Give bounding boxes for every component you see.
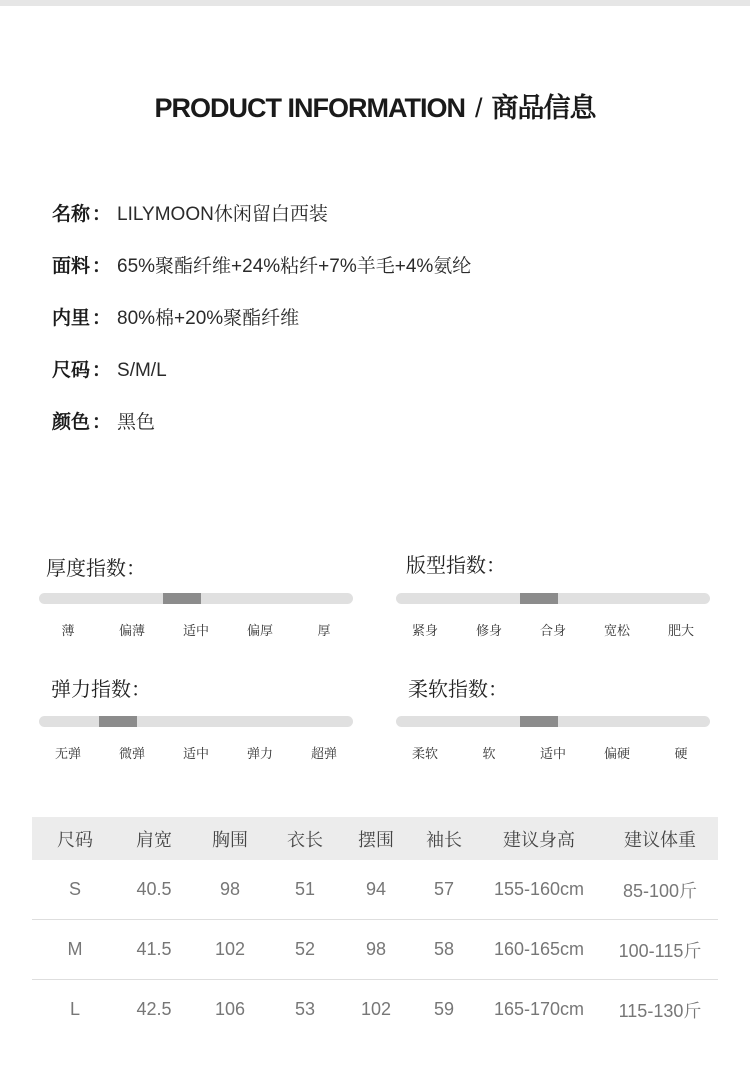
- info-value: LILYMOON休闲留白西装: [117, 204, 328, 225]
- elasticity-index-track: [39, 716, 353, 727]
- thickness-index-title: 厚度指数：: [46, 558, 146, 580]
- table-cell: S: [32, 860, 118, 920]
- index-option: 无弹: [54, 746, 81, 761]
- index-option: 偏薄: [118, 623, 145, 638]
- info-colon: ：: [92, 256, 112, 277]
- elasticity-index-title: 弹力指数：: [51, 679, 151, 701]
- table-cell: 58: [412, 920, 476, 980]
- fit-index: [396, 549, 716, 638]
- table-cell: M: [32, 920, 118, 980]
- elasticity-index: [39, 673, 359, 761]
- table-cell: 51: [270, 860, 340, 920]
- index-option: 薄: [61, 623, 75, 638]
- table-cell: 41.5: [118, 920, 190, 980]
- elasticity-index-marker: [99, 716, 137, 727]
- table-cell: 106: [214, 999, 246, 1019]
- index-option: 修身: [475, 623, 502, 638]
- table-header-cell: 胸围: [190, 817, 270, 860]
- title-separator: /: [474, 93, 482, 123]
- thickness-index-marker: [163, 593, 201, 604]
- info-colon: ：: [92, 204, 112, 225]
- index-option: 适中: [539, 746, 566, 761]
- table-cell: 165-170cm: [493, 999, 585, 1019]
- info-row-lining: [52, 302, 471, 354]
- index-option: 弹力: [246, 746, 273, 761]
- info-row-name: [52, 198, 471, 250]
- table-cell: 160-165cm: [476, 920, 602, 980]
- table-row: [32, 920, 718, 980]
- table-cell: 102: [360, 999, 392, 1019]
- title-chinese: 商品信息: [491, 93, 596, 123]
- index-option: 软: [482, 746, 496, 761]
- table-cell: L: [69, 999, 80, 1019]
- table-header-cell: 摆围: [340, 817, 412, 860]
- index-option: 厚: [317, 623, 331, 638]
- index-option: 紧身: [411, 623, 438, 638]
- table-header-cell: 尺码: [32, 817, 118, 860]
- softness-index-track: [396, 716, 710, 727]
- table-cell: 98: [340, 920, 412, 980]
- softness-index: [396, 673, 716, 761]
- info-row-fabric: [52, 250, 471, 302]
- info-value: 黑色: [117, 412, 156, 433]
- index-option: 偏厚: [246, 623, 273, 638]
- fit-index-title: 版型指数：: [406, 555, 506, 577]
- fit-index-track: [396, 593, 710, 604]
- info-label: 名称: [52, 204, 91, 225]
- index-option: 合身: [539, 623, 566, 638]
- index-option: 适中: [182, 746, 209, 761]
- info-colon: ：: [92, 412, 112, 433]
- table-row: [32, 860, 718, 920]
- table-header-cell: 衣长: [270, 817, 340, 860]
- info-label: 内里: [52, 308, 91, 329]
- info-label: 面料: [52, 256, 91, 277]
- table-cell: 85-100斤: [602, 860, 718, 920]
- info-row-color: [52, 406, 471, 458]
- table-cell: 155-160cm: [476, 860, 602, 920]
- table-cell: 59: [433, 999, 455, 1019]
- info-label: 颜色: [52, 412, 91, 433]
- table-cell: 102: [190, 920, 270, 980]
- index-option: 肥大: [667, 623, 694, 638]
- table-cell: 115-130斤: [618, 1000, 702, 1021]
- thickness-index: [39, 552, 359, 638]
- softness-index-title: 柔软指数：: [408, 679, 508, 701]
- fit-index-marker: [520, 593, 558, 604]
- table-header-cell: 肩宽: [118, 817, 190, 860]
- table-header-cell: 建议体重: [602, 817, 718, 860]
- table-cell: 94: [340, 860, 412, 920]
- table-header-cell: 建议身高: [476, 817, 602, 860]
- info-value: 65%聚酯纤维+24%粘纤+7%羊毛+4%氨纶: [117, 256, 472, 277]
- softness-index-marker: [520, 716, 558, 727]
- index-option: 硬: [674, 746, 688, 761]
- top-divider-strip: [0, 0, 750, 6]
- table-cell: 98: [190, 860, 270, 920]
- info-value: 80%棉+20%聚酯纤维: [117, 308, 300, 329]
- info-colon: ：: [92, 308, 112, 329]
- product-info-list: [52, 198, 471, 458]
- table-cell: 42.5: [136, 999, 172, 1019]
- info-colon: ：: [92, 360, 112, 381]
- info-label: 尺码: [52, 360, 91, 381]
- table-cell: 52: [270, 920, 340, 980]
- info-row-size: [52, 354, 471, 406]
- size-table: [32, 817, 718, 1039]
- table-row: [32, 980, 718, 1040]
- table-cell: 40.5: [118, 860, 190, 920]
- index-option: 微弹: [118, 746, 145, 761]
- index-option: 适中: [182, 623, 209, 638]
- index-option: 柔软: [411, 746, 438, 761]
- size-table-header-row: [32, 817, 718, 860]
- table-cell: 100-115斤: [602, 920, 718, 980]
- index-option: 超弹: [310, 746, 337, 761]
- page-title: [0, 86, 750, 125]
- table-cell: 57: [412, 860, 476, 920]
- index-option: 偏硬: [603, 746, 630, 761]
- title-english: PRODUCT INFORMATION: [154, 93, 465, 123]
- thickness-index-track: [39, 593, 353, 604]
- info-value: S/M/L: [117, 360, 167, 381]
- table-header-cell: 袖长: [412, 817, 476, 860]
- table-cell: 53: [294, 999, 316, 1019]
- index-option: 宽松: [603, 623, 630, 638]
